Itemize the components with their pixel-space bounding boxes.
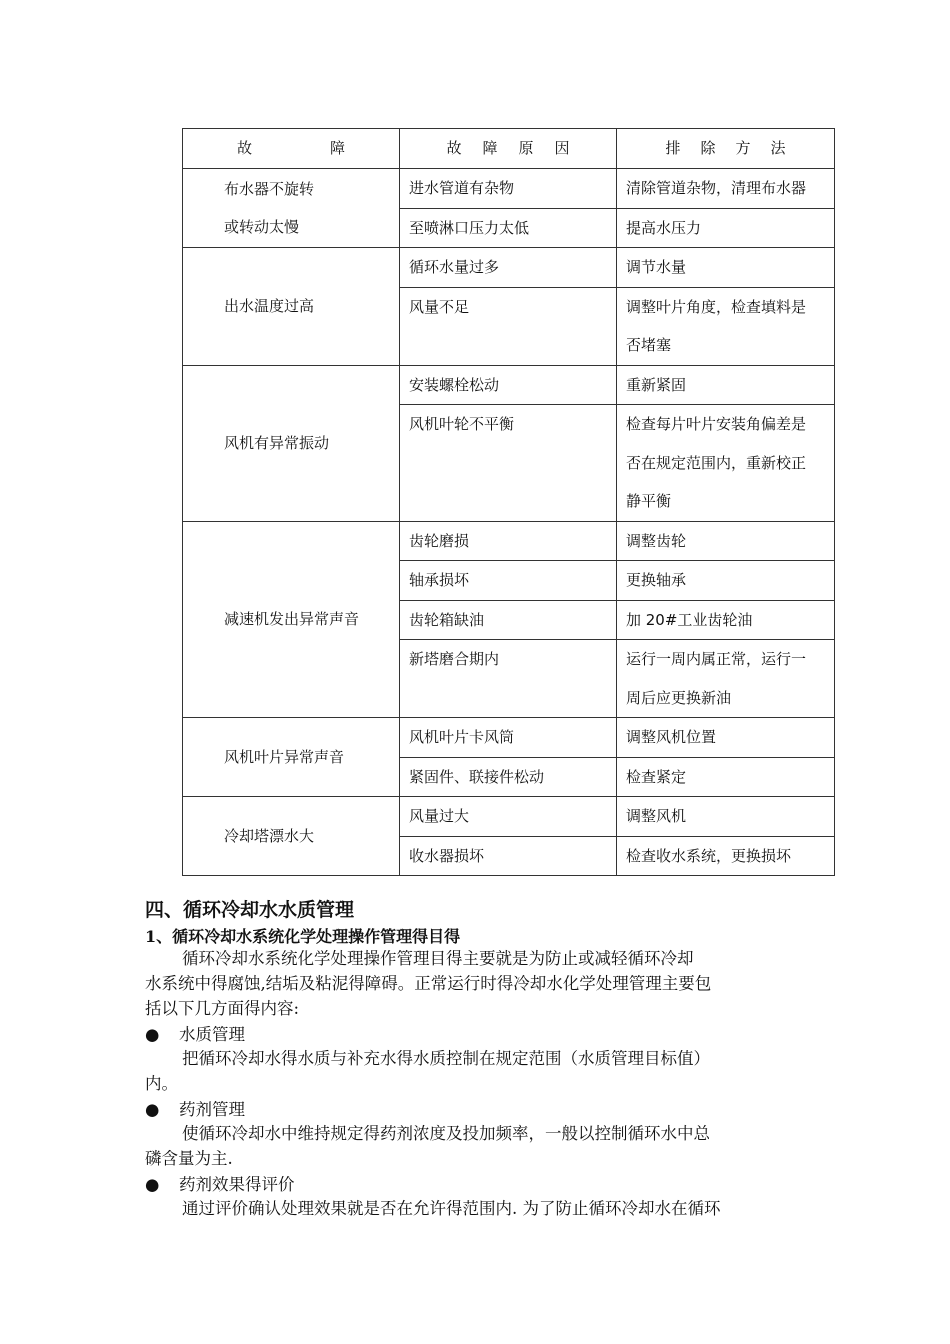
fault-cell: 减速机发出异常声音 (183, 521, 400, 718)
fault-cell: 出水温度过高 (183, 248, 400, 366)
section-heading: 四、循环冷却水水质管理 (145, 899, 355, 921)
table-header-row (183, 129, 835, 169)
remedy-cell: 提高水压力 (617, 208, 835, 248)
remedy-cell: 调整风机位置 (617, 718, 835, 758)
bullet-icon: ● (145, 1175, 160, 1194)
table-row (183, 365, 835, 405)
bullet-title: 药剂管理 (179, 1100, 245, 1119)
table-row (183, 521, 835, 561)
cause-cell: 进水管道有杂物 (400, 169, 617, 209)
table-row (183, 718, 835, 758)
header-fault: 故障 (183, 129, 400, 169)
remedy-cell: 更换轴承 (617, 561, 835, 601)
cause-cell: 循环水量过多 (400, 248, 617, 288)
remedy-cell: 调整风机 (617, 797, 835, 837)
bullet-icon: ● (145, 1100, 160, 1119)
remedy-cell: 重新紧固 (617, 365, 835, 405)
intro-paragraph: 循环冷却水系统化学处理操作管理目得主要就是为防止或减轻循环冷却 水系统中得腐蚀,结垢及粘泥得障碍。正常运行时得冷却水化学处理管理主要包 括以下几方面得内容: (145, 949, 712, 1018)
cause-cell: 紧固件、联接件松动 (400, 757, 617, 797)
bullet-icon: ● (145, 1025, 160, 1044)
cause-cell: 收水器损坏 (400, 836, 617, 876)
bullet-title: 水质管理 (179, 1025, 245, 1044)
fault-cell: 风机叶片异常声音 (183, 718, 400, 797)
table-row (183, 797, 835, 837)
remedy-cell: 检查收水系统，更换损坏 (617, 836, 835, 876)
bullet-title: 药剂效果得评价 (179, 1175, 295, 1194)
bullet-paragraph: 把循环冷却水得水质与补充水得水质控制在规定范围（水质管理目标值） 内。 (145, 1049, 710, 1093)
cause-cell: 风量过大 (400, 797, 617, 837)
remedy-cell: 检查紧定 (617, 757, 835, 797)
bullet-paragraph: 通过评价确认处理效果就是否在允许得范围内. 为了防止循环冷却水在循环 (182, 1199, 721, 1218)
cause-cell: 安装螺栓松动 (400, 365, 617, 405)
fault-table (182, 128, 835, 876)
cause-cell: 至喷淋口压力太低 (400, 208, 617, 248)
remedy-cell: 调整叶片角度，检查填料是 否堵塞 (617, 287, 835, 365)
remedy-cell: 调整齿轮 (617, 521, 835, 561)
fault-cell: 风机有异常振动 (183, 365, 400, 521)
remedy-cell: 加 20#工业齿轮油 (617, 600, 835, 640)
table-row (183, 169, 835, 209)
cause-cell: 风机叶片卡风筒 (400, 718, 617, 758)
header-remedy: 排除方法 (617, 129, 835, 169)
cause-cell: 轴承损坏 (400, 561, 617, 601)
header-cause: 故障原因 (400, 129, 617, 169)
cause-cell: 新塔磨合期内 (400, 640, 617, 718)
cause-cell: 齿轮磨损 (400, 521, 617, 561)
bullet-item (145, 1021, 815, 1045)
bullet-item (145, 1096, 815, 1120)
table-row (183, 248, 835, 288)
bullet-paragraph: 使循环冷却水中维持规定得药剂浓度及投加频率，一般以控制循环水中总 磷含量为主. (145, 1124, 710, 1168)
bullet-item (145, 1171, 815, 1195)
cause-cell: 风量不足 (400, 287, 617, 365)
fault-cell: 布水器不旋转 或转动太慢 (183, 169, 400, 248)
cause-cell: 齿轮箱缺油 (400, 600, 617, 640)
remedy-cell: 运行一周内属正常，运行一 周后应更换新油 (617, 640, 835, 718)
remedy-cell: 清除管道杂物，清理布水器 (617, 169, 835, 209)
remedy-cell: 调节水量 (617, 248, 835, 288)
cause-cell: 风机叶轮不平衡 (400, 405, 617, 522)
subsection-heading: 1、循环冷却水系统化学处理操作管理得目得 (145, 927, 461, 946)
fault-cell: 冷却塔漂水大 (183, 797, 400, 876)
remedy-cell: 检查每片叶片安装角偏差是 否在规定范围内，重新校正 静平衡 (617, 405, 835, 522)
